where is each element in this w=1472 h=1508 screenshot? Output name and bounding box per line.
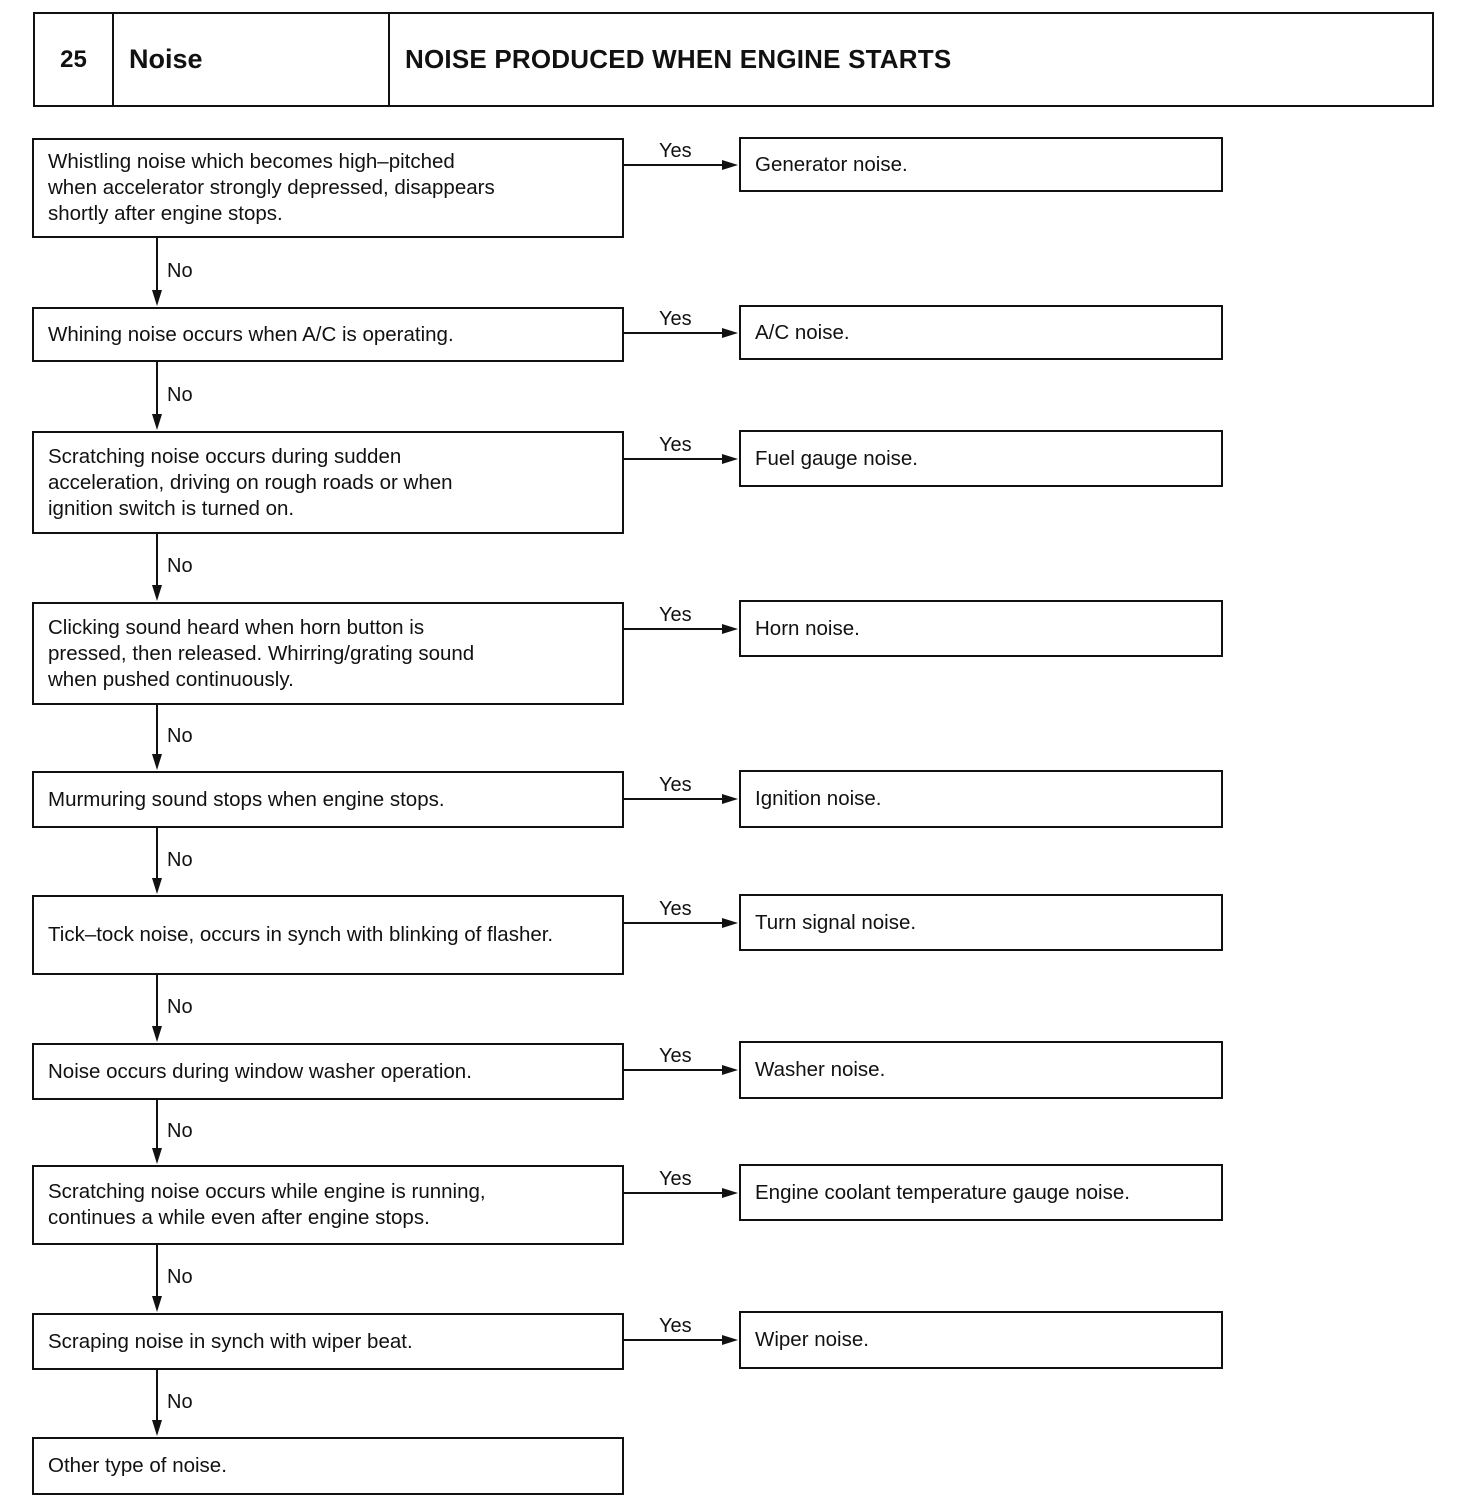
result-box: Ignition noise. bbox=[739, 770, 1223, 828]
yes-label: Yes bbox=[659, 1168, 692, 1190]
no-arrowhead bbox=[152, 1420, 162, 1436]
yes-label: Yes bbox=[659, 434, 692, 456]
yes-arrowhead bbox=[722, 328, 738, 338]
result-box: Horn noise. bbox=[739, 600, 1223, 657]
result-box: Washer noise. bbox=[739, 1041, 1223, 1099]
chart-title: NOISE PRODUCED WHEN ENGINE STARTS bbox=[405, 44, 952, 74]
condition-box: Scraping noise in synch with wiper beat. bbox=[32, 1313, 624, 1370]
yes-arrowhead bbox=[722, 1335, 738, 1345]
result-box: Engine coolant temperature gauge noise. bbox=[739, 1164, 1223, 1221]
no-label: No bbox=[167, 996, 193, 1018]
yes-arrowhead bbox=[722, 160, 738, 170]
no-label: No bbox=[167, 1120, 193, 1142]
final-result-box: Other type of noise. bbox=[32, 1437, 624, 1495]
condition-box: Clicking sound heard when horn button is pressed, then released. Whirring/grating sound when pushed continuously. bbox=[32, 602, 624, 705]
yes-label: Yes bbox=[659, 1315, 692, 1337]
yes-label: Yes bbox=[659, 898, 692, 920]
no-arrowhead bbox=[152, 290, 162, 306]
yes-arrowhead bbox=[722, 1188, 738, 1198]
section-category: Noise bbox=[114, 14, 390, 105]
condition-box: Whining noise occurs when A/C is operating. bbox=[32, 307, 624, 362]
no-label: No bbox=[167, 555, 193, 577]
yes-label: Yes bbox=[659, 604, 692, 626]
condition-box: Noise occurs during window washer operation. bbox=[32, 1043, 624, 1100]
condition-box: Scratching noise occurs while engine is running, continues a while even after engine stops. bbox=[32, 1165, 624, 1245]
condition-box: Whistling noise which becomes high–pitched when accelerator strongly depressed, disappears shortly after engine stops. bbox=[32, 138, 624, 238]
no-arrowhead bbox=[152, 878, 162, 894]
result-box: Wiper noise. bbox=[739, 1311, 1223, 1369]
no-arrowhead bbox=[152, 1148, 162, 1164]
yes-label: Yes bbox=[659, 140, 692, 162]
yes-label: Yes bbox=[659, 1045, 692, 1067]
no-label: No bbox=[167, 725, 193, 747]
result-box: A/C noise. bbox=[739, 305, 1223, 360]
yes-label: Yes bbox=[659, 774, 692, 796]
yes-label: Yes bbox=[659, 308, 692, 330]
no-arrowhead bbox=[152, 754, 162, 770]
no-label: No bbox=[167, 260, 193, 282]
yes-arrowhead bbox=[722, 454, 738, 464]
condition-box: Scratching noise occurs during sudden acceleration, driving on rough roads or when ignition switch is turned on. bbox=[32, 431, 624, 534]
no-label: No bbox=[167, 384, 193, 406]
no-arrowhead bbox=[152, 1026, 162, 1042]
section-number: 25 bbox=[35, 14, 114, 105]
no-label: No bbox=[167, 1391, 193, 1413]
condition-box: Murmuring sound stops when engine stops. bbox=[32, 771, 624, 828]
no-label: No bbox=[167, 1266, 193, 1288]
yes-arrowhead bbox=[722, 1065, 738, 1075]
result-box: Turn signal noise. bbox=[739, 894, 1223, 951]
yes-arrowhead bbox=[722, 624, 738, 634]
no-arrowhead bbox=[152, 585, 162, 601]
result-box: Generator noise. bbox=[739, 137, 1223, 192]
no-arrowhead bbox=[152, 414, 162, 430]
condition-box: Tick–tock noise, occurs in synch with blinking of flasher. bbox=[32, 895, 624, 975]
result-box: Fuel gauge noise. bbox=[739, 430, 1223, 487]
yes-arrowhead bbox=[722, 794, 738, 804]
no-label: No bbox=[167, 849, 193, 871]
yes-arrowhead bbox=[722, 918, 738, 928]
no-arrowhead bbox=[152, 1296, 162, 1312]
